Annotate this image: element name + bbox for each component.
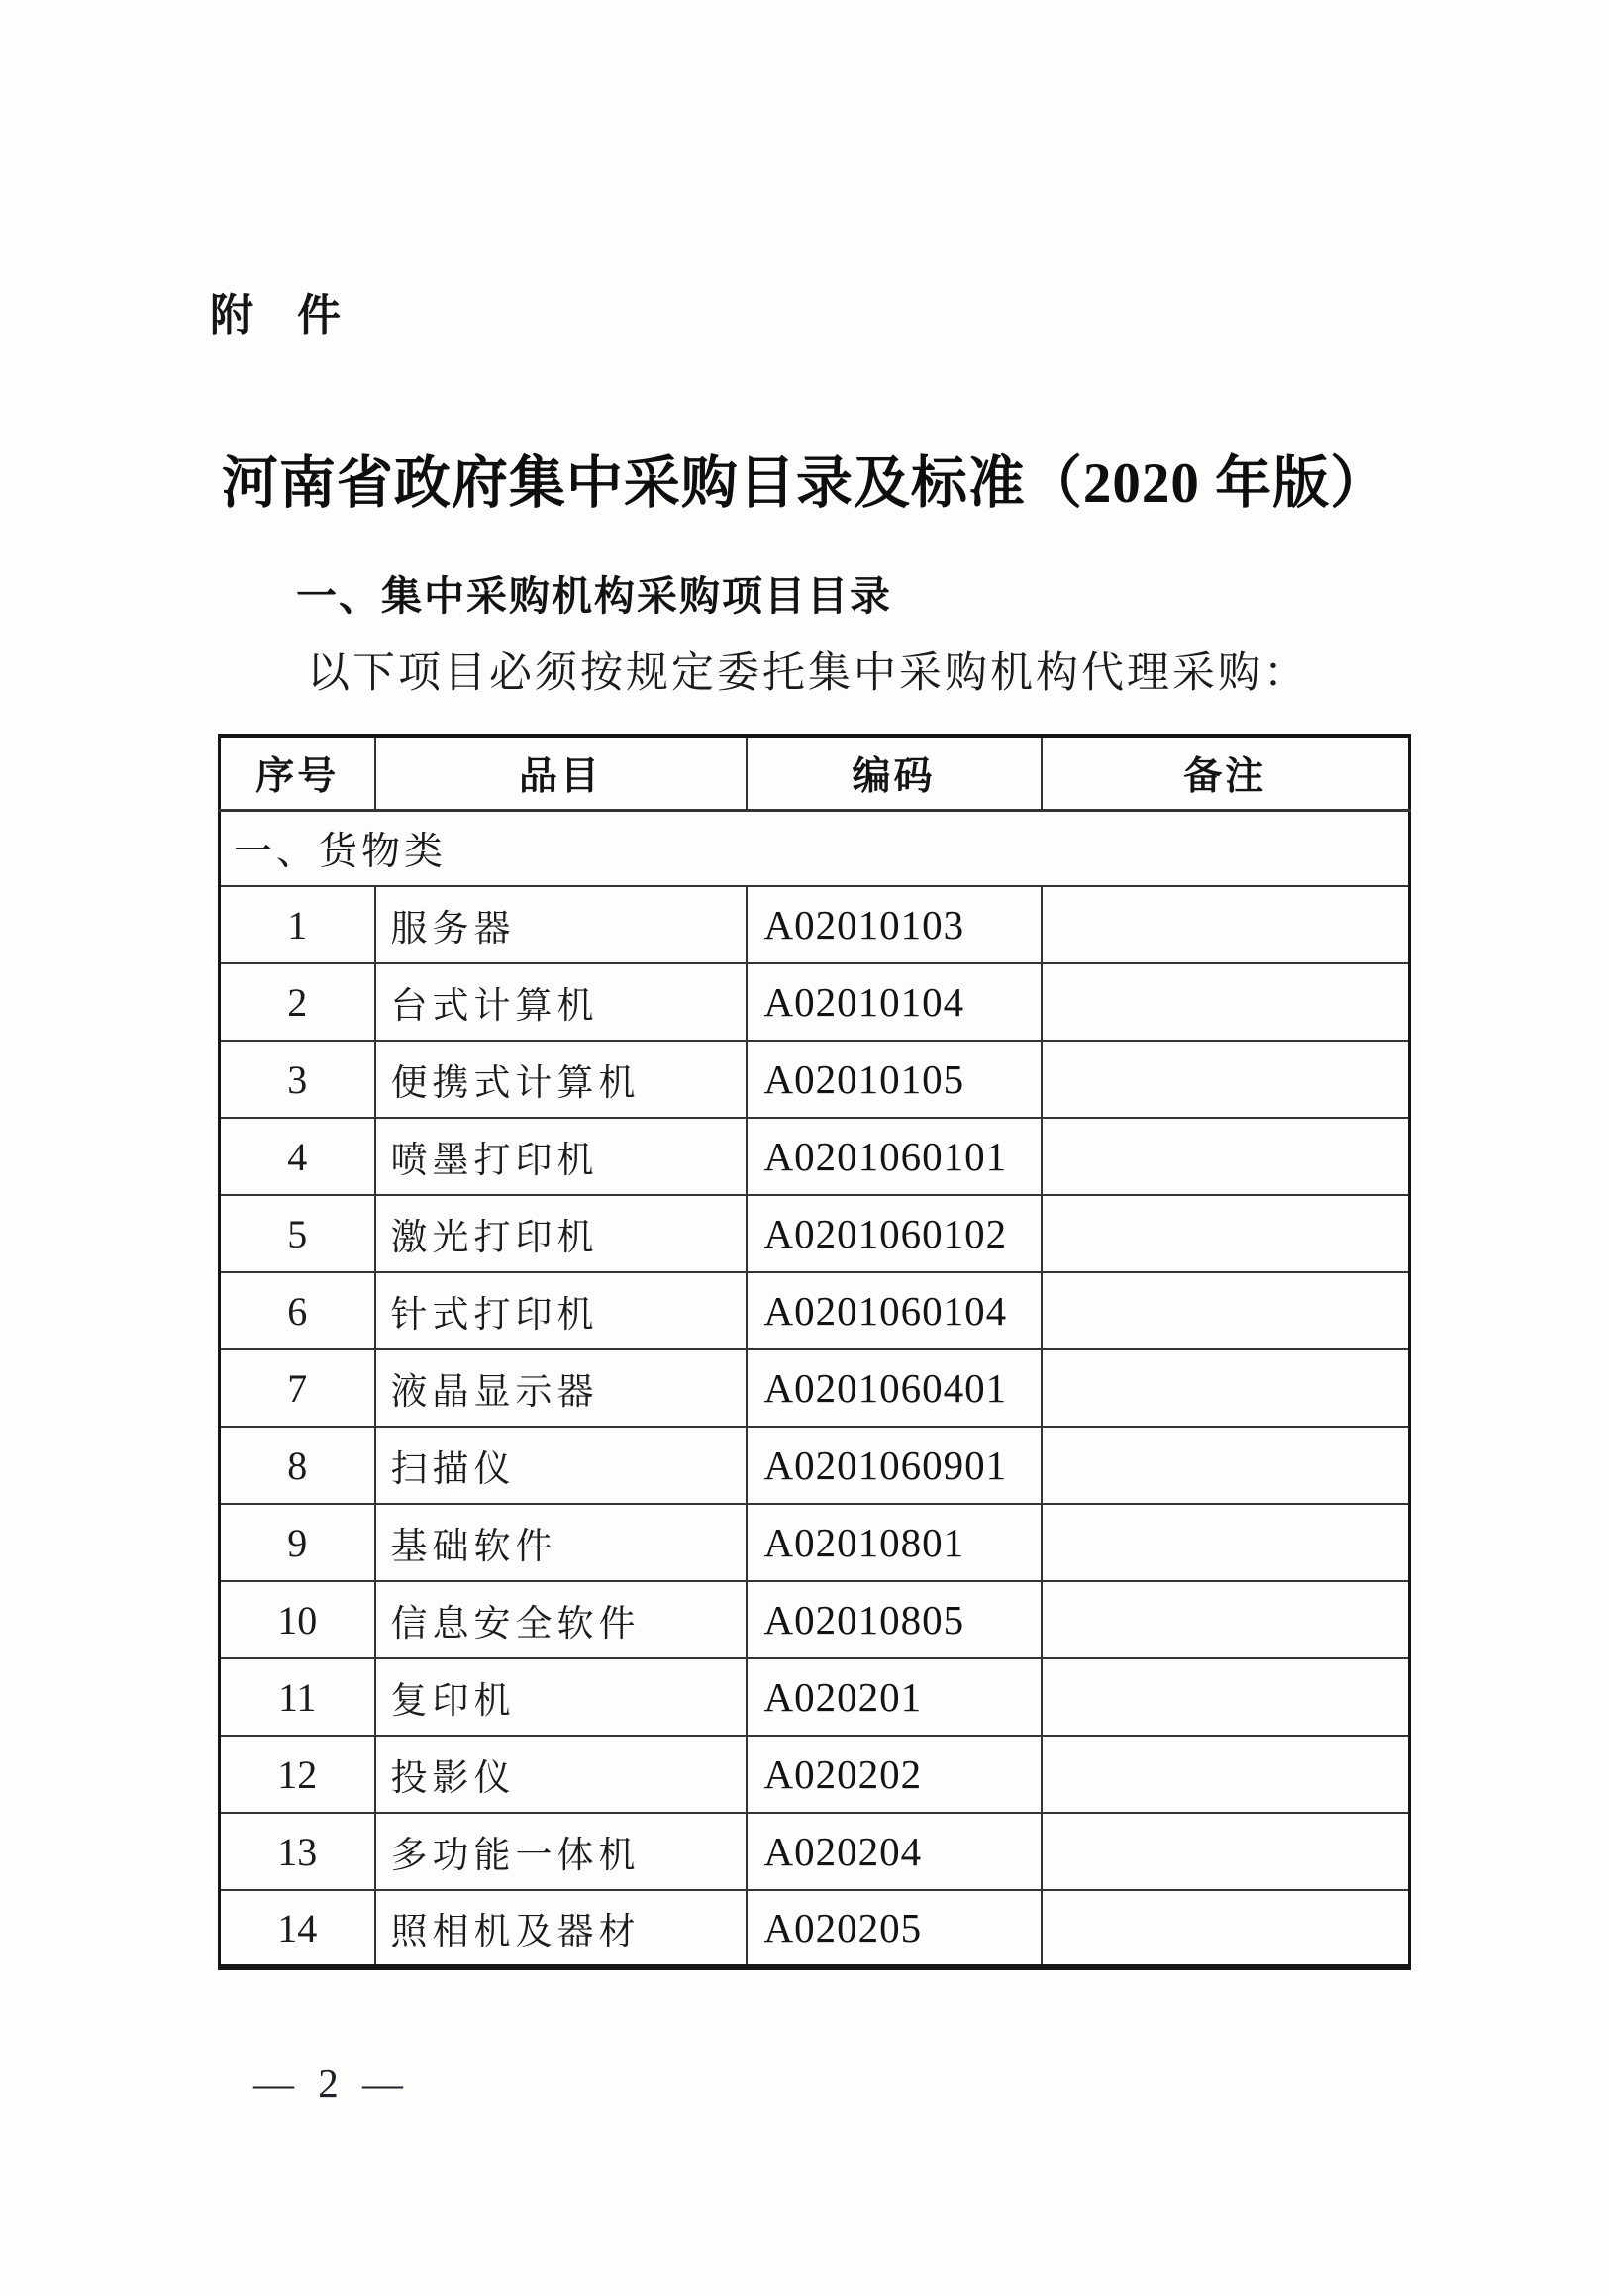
section-heading: 一、集中采购机构采购项目目录 bbox=[296, 573, 892, 619]
cell-code: A020202 bbox=[747, 1736, 1042, 1813]
cell-remark bbox=[1042, 1349, 1410, 1427]
cell-item: 多功能一体机 bbox=[375, 1813, 747, 1890]
cell-code: A02010104 bbox=[747, 963, 1042, 1041]
table-row bbox=[220, 1349, 1410, 1427]
cell-remark bbox=[1042, 1813, 1410, 1890]
cell-remark bbox=[1042, 1504, 1410, 1581]
table-row bbox=[220, 1581, 1410, 1658]
table-row bbox=[220, 1118, 1410, 1195]
cell-code: A02010801 bbox=[747, 1504, 1042, 1581]
document-title: 河南省政府集中采购目录及标准（2020 年版） bbox=[221, 452, 1388, 515]
cell-remark bbox=[1042, 1195, 1410, 1272]
cell-code: A0201060102 bbox=[747, 1195, 1042, 1272]
cell-item: 台式计算机 bbox=[375, 963, 747, 1041]
cell-no: 6 bbox=[220, 1272, 375, 1349]
cell-remark bbox=[1042, 1658, 1410, 1736]
cell-code: A02010105 bbox=[747, 1041, 1042, 1118]
cell-remark bbox=[1042, 1736, 1410, 1813]
cell-item: 激光打印机 bbox=[375, 1195, 747, 1272]
cell-item: 信息安全软件 bbox=[375, 1581, 747, 1658]
category-row bbox=[220, 810, 1410, 886]
cell-no: 5 bbox=[220, 1195, 375, 1272]
cell-remark bbox=[1042, 1272, 1410, 1349]
table-row bbox=[220, 963, 1410, 1041]
cell-no: 9 bbox=[220, 1504, 375, 1581]
cell-code: A02010805 bbox=[747, 1581, 1042, 1658]
cell-code: A0201060901 bbox=[747, 1427, 1042, 1504]
cell-no: 11 bbox=[220, 1658, 375, 1736]
procurement-table bbox=[218, 734, 1411, 1970]
cell-remark bbox=[1042, 1427, 1410, 1504]
cell-item: 针式打印机 bbox=[375, 1272, 747, 1349]
table-row bbox=[220, 1813, 1410, 1890]
table-row bbox=[220, 1427, 1410, 1504]
cell-item: 扫描仪 bbox=[375, 1427, 747, 1504]
cell-no: 3 bbox=[220, 1041, 375, 1118]
cell-remark bbox=[1042, 886, 1410, 963]
table-row bbox=[220, 1504, 1410, 1581]
cell-no: 13 bbox=[220, 1813, 375, 1890]
cell-remark bbox=[1042, 1890, 1410, 1967]
cell-item: 便携式计算机 bbox=[375, 1041, 747, 1118]
cell-code: A0201060104 bbox=[747, 1272, 1042, 1349]
table-row bbox=[220, 886, 1410, 963]
table-row bbox=[220, 1041, 1410, 1118]
column-header-remark: 备注 bbox=[1042, 736, 1410, 810]
cell-no: 4 bbox=[220, 1118, 375, 1195]
cell-item: 照相机及器材 bbox=[375, 1890, 747, 1967]
cell-code: A0201060101 bbox=[747, 1118, 1042, 1195]
column-header-item: 品目 bbox=[375, 736, 747, 810]
cell-remark bbox=[1042, 963, 1410, 1041]
table-row bbox=[220, 1890, 1410, 1967]
column-header-no: 序号 bbox=[220, 736, 375, 810]
cell-no: 7 bbox=[220, 1349, 375, 1427]
cell-no: 10 bbox=[220, 1581, 375, 1658]
cell-remark bbox=[1042, 1118, 1410, 1195]
cell-code: A02010103 bbox=[747, 886, 1042, 963]
cell-item: 基础软件 bbox=[375, 1504, 747, 1581]
cell-code: A020201 bbox=[747, 1658, 1042, 1736]
table-body bbox=[220, 810, 1410, 1967]
column-header-code: 编码 bbox=[747, 736, 1042, 810]
table-row bbox=[220, 1195, 1410, 1272]
cell-item: 服务器 bbox=[375, 886, 747, 963]
page-number: — 2 — bbox=[253, 2060, 410, 2106]
cell-code: A020204 bbox=[747, 1813, 1042, 1890]
cell-item: 喷墨打印机 bbox=[375, 1118, 747, 1195]
cell-no: 12 bbox=[220, 1736, 375, 1813]
table-row bbox=[220, 1658, 1410, 1736]
cell-remark bbox=[1042, 1041, 1410, 1118]
cell-item: 液晶显示器 bbox=[375, 1349, 747, 1427]
cell-no: 14 bbox=[220, 1890, 375, 1967]
table-row bbox=[220, 1272, 1410, 1349]
cell-no: 1 bbox=[220, 886, 375, 963]
table-header-row bbox=[220, 736, 1410, 810]
cell-item: 复印机 bbox=[375, 1658, 747, 1736]
attachment-label: 附 件 bbox=[210, 291, 341, 340]
cell-remark bbox=[1042, 1581, 1410, 1658]
cell-item: 投影仪 bbox=[375, 1736, 747, 1813]
cell-no: 8 bbox=[220, 1427, 375, 1504]
intro-text: 以下项目必须按规定委托集中采购机构代理采购： bbox=[307, 650, 1309, 697]
category-label: 一、货物类 bbox=[220, 810, 1410, 886]
table-row bbox=[220, 1736, 1410, 1813]
cell-no: 2 bbox=[220, 963, 375, 1041]
cell-code: A0201060401 bbox=[747, 1349, 1042, 1427]
cell-code: A020205 bbox=[747, 1890, 1042, 1967]
